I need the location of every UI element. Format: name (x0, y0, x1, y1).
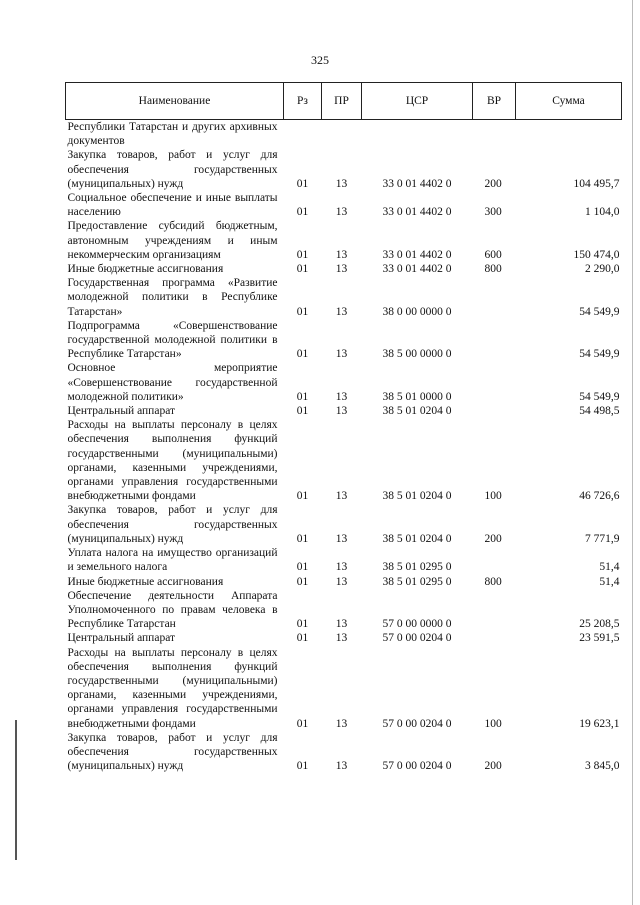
row-rz: 01 (296, 390, 309, 403)
row-csr: 33 0 01 4402 0 (382, 177, 452, 190)
table-row (66, 219, 622, 262)
row-vr (473, 120, 516, 149)
row-rz: 01 (296, 490, 309, 503)
table-header-row (66, 83, 622, 120)
row-name: Закупка товаров, работ и услуг для обеспечения государственных (муниципальных) нужд (67, 731, 278, 773)
row-vr: 800 (484, 575, 502, 588)
row-pr: 13 (335, 263, 348, 276)
row-vr: 200 (484, 532, 502, 545)
row-pr: 13 (335, 760, 348, 773)
row-name: Обеспечение деятельности Аппарата Уполномоченного по правам человека в Республике Татарстан (67, 589, 278, 631)
row-sum: 51,4 (599, 575, 620, 588)
row-csr: 57 0 00 0204 0 (382, 717, 452, 730)
row-sum: 25 208,5 (579, 618, 620, 631)
table-row (66, 575, 622, 589)
scan-edge-mark-left (15, 720, 17, 860)
table-row (66, 319, 622, 362)
row-vr (473, 589, 516, 632)
row-name: Закупка товаров, работ и услуг для обеспечения государственных (муниципальных) нужд (67, 149, 278, 190)
row-rz: 01 (296, 206, 309, 219)
row-name: Расходы на выплаты персоналу в целях обеспечения выполнения функций государственными (муниципальными) органами, казенными учреждениями, органами управления государственными внебюджетными фондами (67, 646, 278, 730)
row-csr: 33 0 01 4402 0 (382, 263, 452, 276)
row-name: Иные бюджетные ассигнования (67, 263, 224, 276)
header-name: Наименование (66, 83, 284, 120)
row-vr (473, 361, 516, 404)
row-sum: 23 591,5 (579, 632, 620, 645)
row-sum: 104 495,7 (573, 177, 620, 190)
table-row (66, 404, 622, 418)
row-sum: 54 549,9 (579, 390, 620, 403)
table-row (66, 731, 622, 774)
table-row (66, 262, 622, 276)
row-rz: 01 (296, 305, 309, 318)
row-vr (473, 319, 516, 362)
row-vr (473, 631, 516, 645)
row-sum: 46 726,6 (579, 490, 620, 503)
row-rz: 01 (296, 532, 309, 545)
row-pr: 13 (335, 348, 348, 361)
row-csr: 38 5 01 0204 0 (382, 405, 452, 418)
row-name: Предоставление субсидий бюджетным, автономным учреждениям и иным некоммерческим организациям (67, 220, 278, 261)
row-name: Подпрограмма «Совершенствование государственной молодежной политики в Республике Татарстан» (67, 319, 278, 361)
row-csr: 38 5 01 0204 0 (382, 490, 452, 503)
row-pr: 13 (335, 490, 348, 503)
row-name: Иные бюджетные ассигнования (67, 575, 224, 588)
row-rz: 01 (296, 248, 309, 261)
row-csr: 38 5 01 0000 0 (382, 390, 452, 403)
row-vr (473, 276, 516, 319)
table-row (66, 120, 622, 149)
row-csr (362, 120, 473, 149)
row-sum: 2 290,0 (585, 263, 620, 276)
row-csr: 38 5 00 0000 0 (382, 348, 452, 361)
row-csr: 57 0 00 0204 0 (382, 760, 452, 773)
row-vr (473, 404, 516, 418)
row-vr: 200 (484, 760, 502, 773)
row-vr: 100 (484, 490, 502, 503)
row-vr: 300 (484, 206, 502, 219)
header-vr: ВР (473, 83, 516, 120)
row-sum: 3 845,0 (585, 760, 620, 773)
scan-edge-line-right (632, 0, 633, 905)
row-sum: 54 498,5 (579, 405, 620, 418)
row-csr: 38 5 01 0295 0 (382, 575, 452, 588)
row-vr: 800 (484, 263, 502, 276)
row-rz: 01 (296, 561, 309, 574)
row-sum: 54 549,9 (579, 348, 620, 361)
row-name: Основное мероприятие «Совершенствование государственной молодежной политики» (67, 362, 278, 403)
row-vr: 600 (484, 248, 502, 261)
row-pr: 13 (335, 532, 348, 545)
row-vr: 200 (484, 177, 502, 190)
row-csr: 57 0 00 0000 0 (382, 618, 452, 631)
row-sum: 19 623,1 (579, 717, 620, 730)
row-pr: 13 (335, 405, 348, 418)
row-rz: 01 (296, 618, 309, 631)
row-pr: 13 (335, 575, 348, 588)
row-sum (516, 120, 622, 149)
row-rz: 01 (296, 575, 309, 588)
row-pr: 13 (335, 248, 348, 261)
row-sum: 7 771,9 (585, 532, 620, 545)
row-sum: 51,4 (599, 561, 620, 574)
row-rz: 01 (296, 263, 309, 276)
row-pr (322, 120, 362, 149)
row-name: Государственная программа «Развитие молодежной политики в Республике Татарстан» (67, 277, 278, 318)
row-sum: 1 104,0 (585, 206, 620, 219)
row-sum: 150 474,0 (573, 248, 620, 261)
row-pr: 13 (335, 206, 348, 219)
table-row (66, 361, 622, 404)
header-csr: ЦСР (362, 83, 473, 120)
row-rz: 01 (296, 348, 309, 361)
row-name: Центральный аппарат (67, 632, 176, 645)
row-pr: 13 (335, 618, 348, 631)
row-rz: 01 (296, 717, 309, 730)
budget-table (65, 82, 622, 773)
page-number: 325 (311, 53, 329, 67)
row-pr: 13 (335, 561, 348, 574)
row-csr: 38 5 01 0295 0 (382, 561, 452, 574)
row-rz: 01 (296, 760, 309, 773)
table-row (66, 589, 622, 632)
row-pr: 13 (335, 632, 348, 645)
row-rz (284, 120, 322, 149)
row-rz: 01 (296, 177, 309, 190)
row-csr: 33 0 01 4402 0 (382, 206, 452, 219)
row-vr (473, 546, 516, 574)
table-row (66, 631, 622, 645)
row-name: Центральный аппарат (67, 405, 176, 418)
row-csr: 38 5 01 0204 0 (382, 532, 452, 545)
row-rz: 01 (296, 632, 309, 645)
table-row (66, 191, 622, 219)
row-sum: 54 549,9 (579, 305, 620, 318)
table-row (66, 646, 622, 731)
row-pr: 13 (335, 390, 348, 403)
table-row (66, 276, 622, 319)
row-rz: 01 (296, 405, 309, 418)
header-pr: ПР (322, 83, 362, 120)
row-csr: 57 0 00 0204 0 (382, 632, 452, 645)
table-row (66, 503, 622, 546)
row-vr: 100 (484, 717, 502, 730)
row-csr: 38 0 00 0000 0 (382, 305, 452, 318)
row-csr: 33 0 01 4402 0 (382, 248, 452, 261)
table-row (66, 148, 622, 191)
header-sum: Сумма (516, 83, 622, 120)
row-name: Социальное обеспечение и иные выплаты населению (67, 192, 278, 219)
row-pr: 13 (335, 305, 348, 318)
header-rz: Рз (284, 83, 322, 120)
row-name: Закупка товаров, работ и услуг для обеспечения государственных (муниципальных) нужд (67, 504, 278, 545)
row-name: Уплата налога на имущество организаций и земельного налога (67, 547, 278, 574)
table-row (66, 546, 622, 574)
row-pr: 13 (335, 717, 348, 730)
row-name: Республики Татарстан и других архивных документов (67, 121, 278, 148)
table-row (66, 418, 622, 503)
row-pr: 13 (335, 177, 348, 190)
row-name: Расходы на выплаты персоналу в целях обеспечения выполнения функций государственными (муниципальными) органами, казенными учреждениями, органами управления государственными внебюджетными фондами (67, 419, 278, 503)
